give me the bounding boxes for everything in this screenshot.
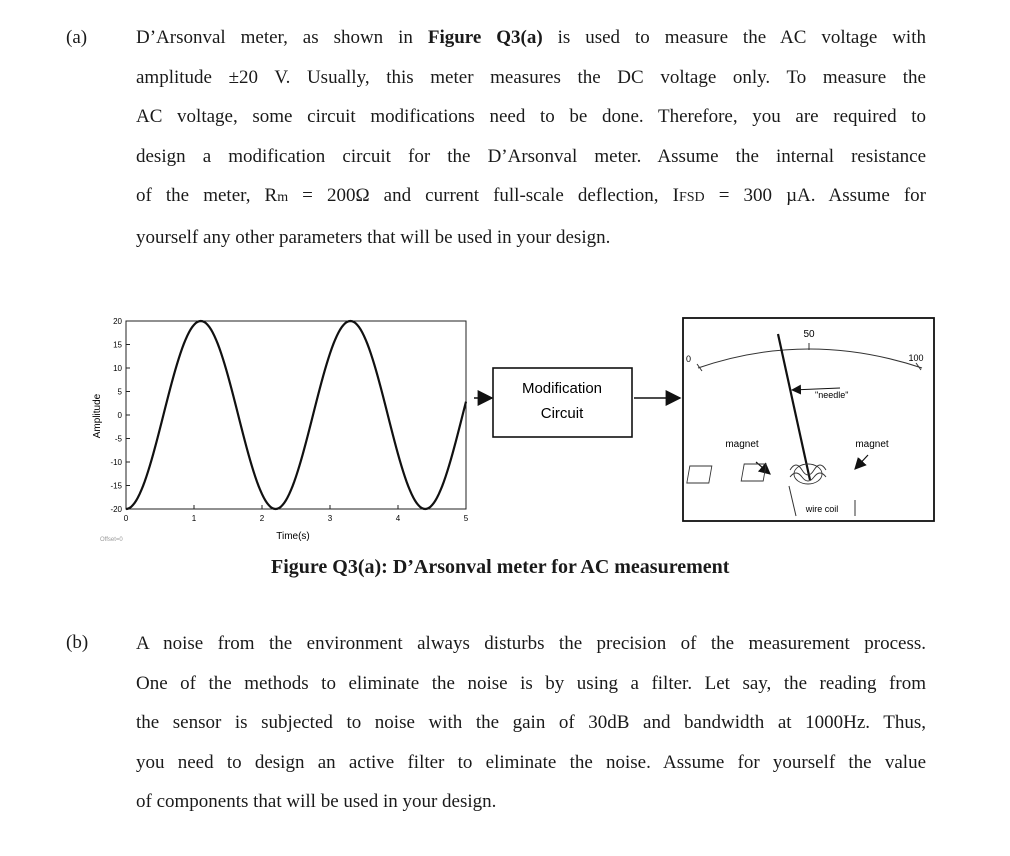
text-line: of components that will be used in your design. [136, 791, 497, 812]
y-tick-label: 10 [113, 364, 122, 373]
text-line: One of the methods to eliminate the noise is by using a filter. Let say, the reading from [136, 672, 926, 694]
wire-coil-label: wire coil [805, 504, 839, 514]
magnet-arrow-right [855, 455, 868, 469]
x-axis-label: Time(s) [276, 531, 310, 542]
y-tick-label: -15 [110, 481, 122, 491]
needle-label: "needle" [815, 390, 849, 400]
darsonval-meter [683, 318, 934, 521]
text-line: D’Arsonval meter, as shown in Figure Q3(a) is used to measure the AC voltage with [136, 27, 926, 48]
question-label-b: (b) [66, 632, 89, 653]
text-line: amplitude ±20 V. Usually, this meter measures the DC voltage only. To measure the [136, 66, 926, 88]
y-tick-label: -10 [110, 458, 122, 467]
plot-frame [126, 321, 466, 509]
y-tick-label: 20 [113, 317, 122, 326]
y-tick-label: -5 [114, 434, 122, 444]
text-line: design a modification circuit for the D’Arsonval meter. Assume the internal resistance [136, 145, 926, 167]
offset-label: Offset=0 [100, 537, 123, 543]
text-line: yourself any other parameters that will be used in your design. [136, 226, 611, 248]
modification-circuit-block [493, 368, 632, 437]
x-tick-label: 0 [123, 514, 129, 523]
x-tick-label: 5 [463, 514, 469, 523]
y-tick-label: 15 [113, 340, 122, 350]
x-tick-label: 3 [327, 514, 333, 523]
block-label-line1: Modification [521, 380, 603, 397]
text-line: the sensor is subjected to noise with the gain of 30dB and bandwidth at 1000Hz. Thus, [136, 712, 926, 733]
amplitude-chart [92, 317, 469, 543]
scale-label-100: 100 [908, 353, 924, 363]
y-tick-label: -20 [110, 505, 122, 514]
text-line: AC voltage, some circuit modifications need to be done. Therefore, you are required to [136, 106, 926, 127]
meter-needle [778, 334, 810, 480]
x-tick-label: 4 [395, 514, 401, 523]
magnet-label-left: magnet [725, 439, 759, 450]
coil-lead-left [789, 486, 796, 516]
text-line: of the meter, Rm = 200Ω and current full-scale deflection, IFSD = 300 µA. Assume for [136, 185, 927, 206]
text-line: you need to design an active filter to eliminate the noise. Assume for yourself the value [136, 751, 926, 773]
x-tick-label: 1 [191, 514, 197, 523]
y-axis-label: Amplitude [92, 393, 103, 439]
y-tick-label: 5 [117, 387, 122, 397]
question-text-b [136, 624, 926, 822]
question-label-a: (a) [66, 27, 88, 48]
x-tick-label: 2 [259, 514, 265, 523]
scale-label-0: 0 [686, 354, 692, 364]
scale-tick [697, 364, 702, 371]
magnet-label-right: magnet [855, 439, 889, 450]
scale-label-50: 50 [803, 329, 815, 340]
sine-wave-series [126, 321, 466, 509]
block-label-line2: Circuit [540, 405, 584, 422]
meter-scale-arc [698, 349, 922, 368]
y-tick-label: 0 [117, 411, 122, 420]
text-line: A noise from the environment always disturbs the precision of the measurement process. [136, 633, 926, 654]
coil-assembly [687, 464, 826, 484]
figure-caption: Figure Q3(a): D’Arsonval meter for AC measurement [271, 556, 730, 578]
